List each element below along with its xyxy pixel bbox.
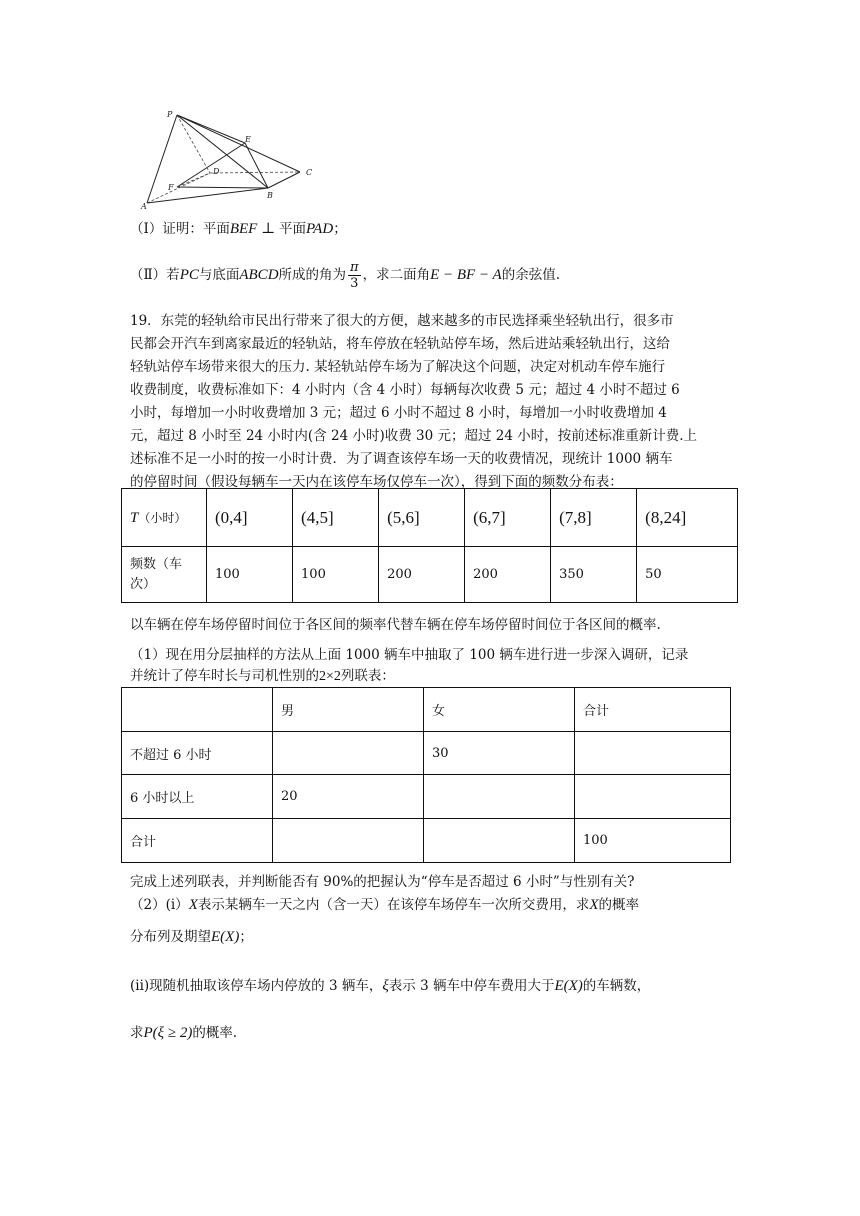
frequency-cell: 50 bbox=[637, 547, 738, 603]
contingency-cell: 不超过 6 小时 bbox=[122, 732, 273, 775]
plane-bef: BEF bbox=[229, 221, 258, 237]
sub2ii-suffix: 的车辆数， bbox=[582, 978, 651, 994]
sub2ii-line-2 bbox=[130, 1024, 237, 1042]
label-B: B bbox=[267, 191, 273, 200]
part1-prefix: （Ⅰ）证明：平面 bbox=[130, 221, 230, 237]
frequency-table bbox=[121, 488, 738, 603]
table-row bbox=[122, 732, 731, 775]
contingency-cell bbox=[575, 775, 731, 819]
interval-cell: (5,6] bbox=[379, 489, 465, 547]
sub2-mid: 表示某辆车一天之内（含一天）在该停车场停车一次所交费用，求 bbox=[197, 897, 590, 913]
var-x: X bbox=[188, 897, 198, 913]
interval-cell: (0,4] bbox=[207, 489, 293, 547]
var-t: T bbox=[130, 509, 139, 526]
base-abcd: ABCD bbox=[239, 267, 279, 283]
edge-PD-dashed bbox=[177, 115, 210, 173]
segment-pc: PC bbox=[179, 267, 199, 283]
part2-prefix: （Ⅱ）若 bbox=[130, 267, 180, 283]
edge-AB bbox=[147, 188, 268, 203]
contingency-header-total: 合计 bbox=[575, 688, 731, 732]
frequency-cell: 200 bbox=[465, 547, 551, 603]
edge-FB bbox=[177, 187, 268, 188]
interval-cell: (6,7] bbox=[465, 489, 551, 547]
label-P: P bbox=[167, 110, 173, 119]
two-by-two: 2×2 bbox=[319, 669, 341, 684]
part2-t1: 与底面 bbox=[198, 267, 240, 283]
row-label-part1: 频数（车 bbox=[130, 556, 183, 572]
frequency-cell: 100 bbox=[207, 547, 293, 603]
frequency-cell: 100 bbox=[293, 547, 379, 603]
sub2-line2-prefix: 分布列及期望 bbox=[130, 929, 211, 945]
pyramid-figure bbox=[135, 105, 335, 210]
part2-t2: 所成的角为 bbox=[278, 267, 347, 283]
contingency-cell bbox=[424, 819, 575, 863]
contingency-cell bbox=[575, 732, 731, 775]
var-x-2: X bbox=[589, 897, 599, 913]
text-after-table: 以车辆在停车场停留时间位于各区间的频率代替车辆在停车场停留时间位于各区间的概率. bbox=[130, 617, 661, 633]
label-C: C bbox=[306, 168, 313, 177]
frequency-cell: 200 bbox=[379, 547, 465, 603]
expectation-ex: E(X) bbox=[211, 929, 240, 945]
sub1-line-2 bbox=[130, 667, 395, 686]
frequency-cell: 350 bbox=[551, 547, 637, 603]
sub2ii-line2-suffix: 的概率. bbox=[192, 1025, 238, 1041]
contingency-cell: 20 bbox=[273, 775, 424, 819]
contingency-cell: 6 小时以上 bbox=[122, 775, 273, 819]
table-row bbox=[122, 688, 731, 732]
contingency-cell: 100 bbox=[575, 819, 731, 863]
contingency-cell: 合计 bbox=[122, 819, 273, 863]
q19-line-2: 民都会开汽车到离家最近的轻轨站，将车停放在轻轨站停车场，然后进站乘轻轨出行，这给 bbox=[130, 336, 670, 352]
q19-line-5: 小时，每增加一小时收费增加 3 元；超过 6 小时不超过 8 小时，每增加一小时收费增加 4 bbox=[130, 405, 667, 421]
dihedral-angle: E − BF − A bbox=[430, 267, 502, 283]
interval-cell: (8,24] bbox=[637, 489, 738, 547]
q19-line-7: 述标准不足一小时的按一小时计费．为了调查该停车场一天的收费情况，现统计 1000 辆车 bbox=[130, 451, 673, 467]
table-row bbox=[122, 489, 738, 547]
sub2ii-mid: 表示 3 辆车中停车费用大于 bbox=[388, 978, 555, 994]
fraction-pi-3 bbox=[348, 260, 361, 291]
part1-suffix: ； bbox=[333, 221, 347, 237]
edge-PC bbox=[177, 115, 300, 172]
header-time-cell bbox=[122, 489, 207, 547]
unit-hours: （小时） bbox=[138, 510, 187, 525]
part2-t4: 的余弦值. bbox=[501, 267, 560, 283]
interval-cell: (7,8] bbox=[551, 489, 637, 547]
table-row bbox=[122, 547, 738, 603]
contingency-cell: 30 bbox=[424, 732, 575, 775]
contingency-header-female: 女 bbox=[424, 688, 575, 732]
edge-PB bbox=[177, 115, 268, 188]
label-F: F bbox=[168, 183, 174, 192]
contingency-header-male: 男 bbox=[273, 688, 424, 732]
sub2ii-line-1 bbox=[130, 977, 650, 995]
q19-line-8: 的停留时间（假设每辆车一天内在该停车场仅停车一次），得到下面的频数分布表： bbox=[130, 474, 623, 490]
label-D: D bbox=[213, 167, 220, 176]
contingency-header-empty bbox=[122, 688, 273, 732]
sub2-line-1 bbox=[130, 896, 639, 914]
part1-mid: 平面 bbox=[278, 221, 306, 237]
contingency-table bbox=[121, 687, 731, 863]
q19-line-1: 19．东莞的轻轨给市民出行带来了很大的方便，越来越多的市民选择乘坐轻轨出行，很多市 bbox=[130, 313, 674, 329]
var-xi: ξ bbox=[382, 978, 389, 994]
sub1-line2-prefix: 并统计了停车时长与司机性别的 bbox=[130, 668, 319, 684]
sub2-line-2 bbox=[130, 928, 253, 946]
fraction-den: 3 bbox=[350, 276, 359, 291]
edge-EB bbox=[245, 143, 268, 188]
row-label-frequency bbox=[122, 547, 207, 603]
edge-BC bbox=[268, 172, 300, 188]
sub1-line2-suffix: 列联表： bbox=[340, 668, 395, 684]
plane-pad: PAD bbox=[305, 221, 334, 237]
edge-FD-dashed bbox=[177, 173, 210, 187]
perp-symbol: ⊥ bbox=[257, 221, 279, 237]
after-contingency: 完成上述列联表，并判断能否有 90%的把握认为“停车是否超过 6 小时”与性别有关? bbox=[130, 874, 635, 890]
q19-line-3: 轻轨站停车场带来很大的压力. 某轻轨站停车场为了解决这个问题，决定对机动车停车施行 bbox=[130, 359, 666, 375]
edge-PE-fold bbox=[177, 115, 245, 143]
q19-line-4: 收费制度，收费标准如下：4 小时内（含 4 小时）每辆每次收费 5 元；超过 4 小时不超过 6 bbox=[130, 382, 680, 398]
label-E: E bbox=[245, 135, 251, 144]
fraction-num: π bbox=[350, 260, 359, 275]
expectation-ex-2: E(X) bbox=[554, 978, 583, 994]
sub2-suffix: 的概率 bbox=[598, 897, 640, 913]
row-label-part2: 次） bbox=[130, 576, 157, 592]
edge-DC-dashed bbox=[210, 172, 300, 173]
contingency-cell bbox=[424, 775, 575, 819]
contingency-cell bbox=[273, 732, 424, 775]
probability-expr: P(ξ ≥ 2) bbox=[143, 1025, 193, 1041]
q19-line-6: 元，超过 8 小时至 24 小时内(含 24 小时)收费 30 元；超过 24 小时，按前述标准重新计费.上 bbox=[130, 428, 698, 444]
label-A: A bbox=[141, 202, 147, 210]
contingency-cell bbox=[273, 819, 424, 863]
sub2ii-line2-prefix: 求 bbox=[130, 1025, 144, 1041]
sub2-prefix: （2）(i） bbox=[130, 897, 189, 913]
interval-cell: (4,5] bbox=[293, 489, 379, 547]
sub2-line2-suffix: ； bbox=[239, 929, 253, 945]
part2-line bbox=[130, 257, 560, 293]
part2-t3: ，求二面角 bbox=[362, 267, 431, 283]
sub1-line-1: （1）现在用分层抽样的方法从上面 1000 辆车中抽取了 100 辆车进行进一步深入调研，记录 bbox=[130, 647, 689, 663]
edge-AD-dashed bbox=[147, 173, 210, 203]
sub2ii-prefix: (ii)现随机抽取该停车场内停放的 3 辆车， bbox=[130, 978, 383, 994]
edge-FE bbox=[177, 143, 245, 187]
table-row bbox=[122, 819, 731, 863]
part1-line bbox=[130, 220, 347, 238]
table-row bbox=[122, 775, 731, 819]
